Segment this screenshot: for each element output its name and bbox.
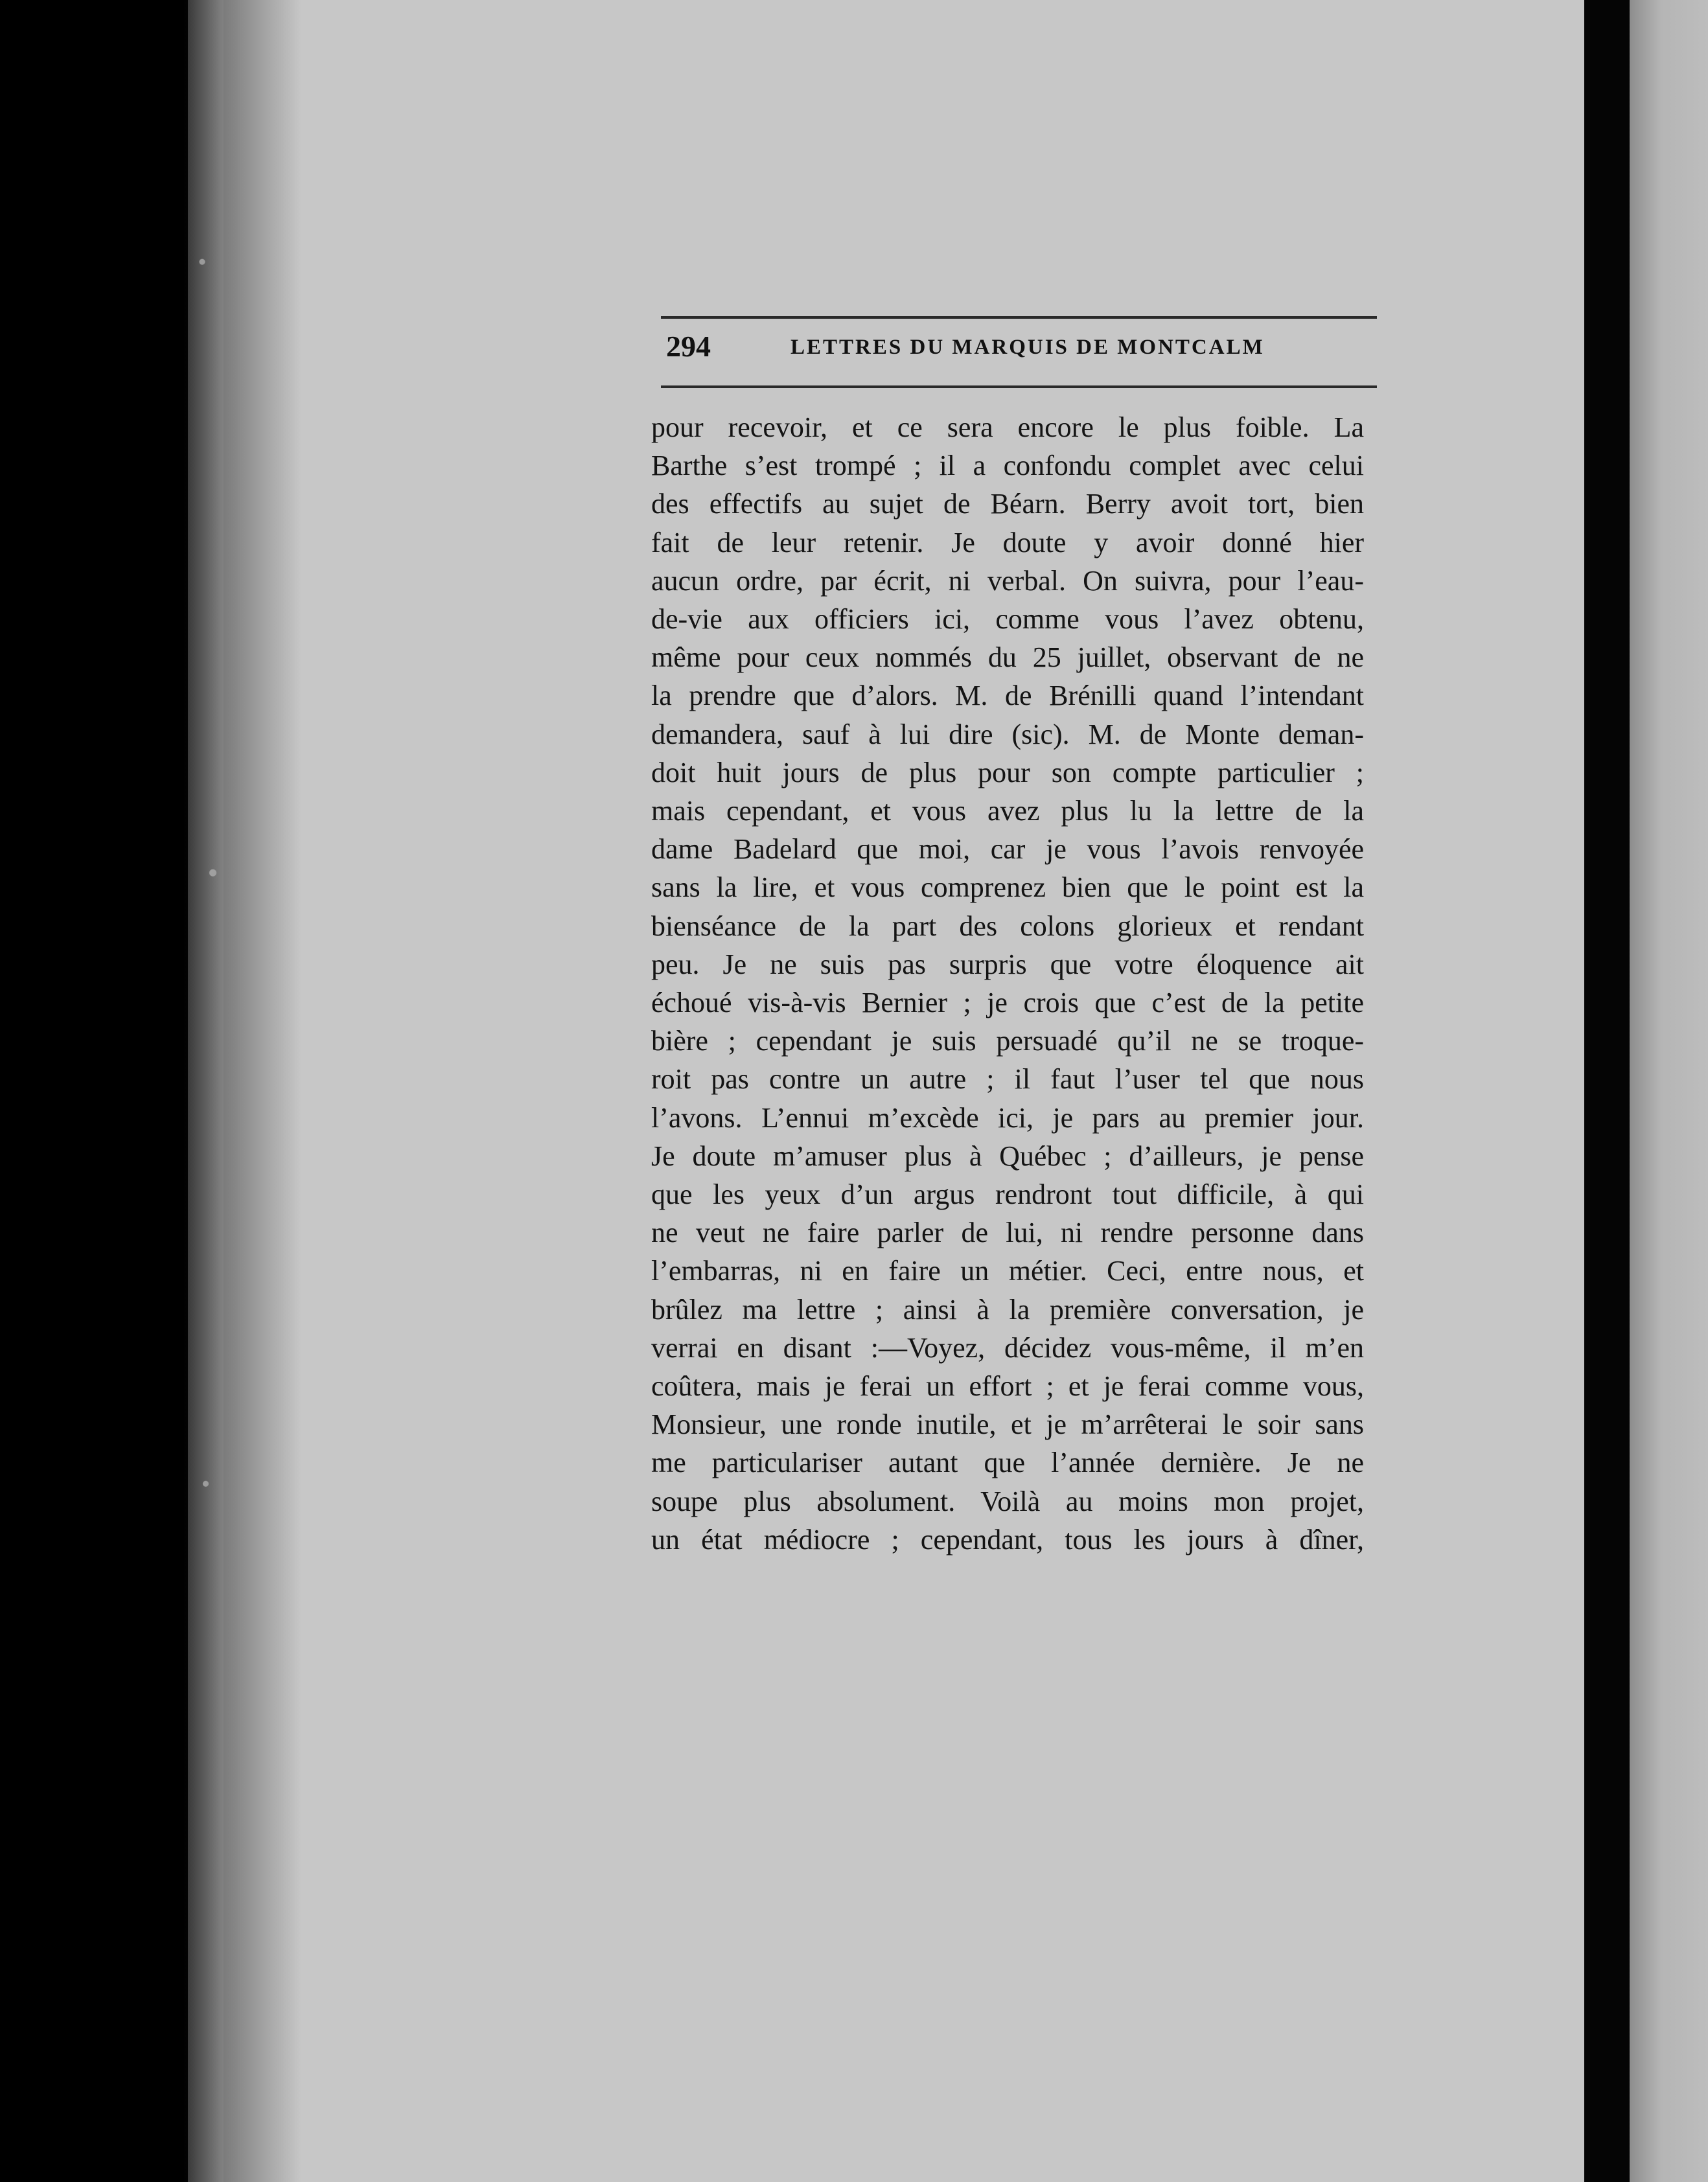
text-line: l’avons. L’ennui m’excède ici, je pars au premier jour. [651, 1101, 1364, 1134]
text-line: l’embarras, ni en faire un métier. Ceci, entre nous, et [651, 1255, 1364, 1287]
text-line: un état médiocre ; cependant, tous les jours à dîner, [651, 1523, 1364, 1556]
text-line: aucun ordre, par écrit, ni verbal. On suivra, pour l’eau- [651, 564, 1364, 597]
text-line: coûtera, mais je ferai un effort ; et je ferai comme vous, [651, 1370, 1364, 1403]
text-line: bière ; cependant je suis persuadé qu’il ne se troque- [651, 1025, 1364, 1057]
text-line: échoué vis-à-vis Bernier ; je crois que c’est de la petite [651, 987, 1364, 1019]
text-line: me particulariser autant que l’année dernière. Je ne [651, 1447, 1364, 1479]
text-line: sans la lire, et vous comprenez bien que le point est la [651, 871, 1364, 904]
text-line: Monsieur, une ronde inutile, et je m’arrêterai le soir sans [651, 1408, 1364, 1441]
text-line: pour recevoir, et ce sera encore le plus foible. La [651, 411, 1364, 443]
header-rule-top [661, 316, 1377, 319]
scan-gutter [1584, 0, 1630, 2182]
body-text [651, 408, 1364, 1559]
text-line: ne veut ne faire parler de lui, ni rendre personne dans [651, 1217, 1364, 1249]
text-line: demandera, sauf à lui dire (sic). M. de Monte deman- [651, 718, 1364, 750]
text-line: mais cependant, et vous avez plus lu la lettre de la [651, 795, 1364, 827]
text-line: Barthe s’est trompé ; il a confondu complet avec celui [651, 450, 1364, 482]
text-line: verrai en disant :—Voyez, décidez vous-même, il m’en [651, 1331, 1364, 1364]
text-line: soupe plus absolument. Voilà au moins mon projet, [651, 1485, 1364, 1517]
text-line: bienséance de la part des colons glorieux et rendant [651, 910, 1364, 942]
page-binding-shadow [224, 0, 301, 2182]
text-line: des effectifs au sujet de Béarn. Berry avoit tort, bien [651, 488, 1364, 520]
text-line: la prendre que d’alors. M. de Brénilli quand l’intendant [651, 680, 1364, 712]
running-title: LETTRES DU MARQUIS DE MONTCALM [791, 336, 1265, 359]
text-line: fait de leur retenir. Je doute y avoir donné hier [651, 526, 1364, 558]
text-line: brûlez ma lettre ; ainsi à la première conversation, je [651, 1293, 1364, 1326]
text-line: Je doute m’amuser plus à Québec ; d’ailleurs, je pense [651, 1140, 1364, 1172]
text-line: dame Badelard que moi, car je vous l’avois renvoyée [651, 833, 1364, 866]
text-line: doit huit jours de plus pour son compte particulier ; [651, 756, 1364, 788]
adjacent-page-edge [1630, 0, 1708, 2182]
text-line: que les yeux d’un argus rendront tout difficile, à qui [651, 1178, 1364, 1211]
text-line: même pour ceux nommés du 25 juillet, observant de ne [651, 641, 1364, 674]
page-number: 294 [666, 330, 711, 363]
text-line: peu. Je ne suis pas surpris que votre éloquence ait [651, 948, 1364, 980]
running-head [661, 329, 1377, 368]
header-rule-bottom [661, 385, 1377, 388]
text-line: de-vie aux officiers ici, comme vous l’avez obtenu, [651, 603, 1364, 636]
text-line: roit pas contre un autre ; il faut l’user tel que nous [651, 1063, 1364, 1096]
